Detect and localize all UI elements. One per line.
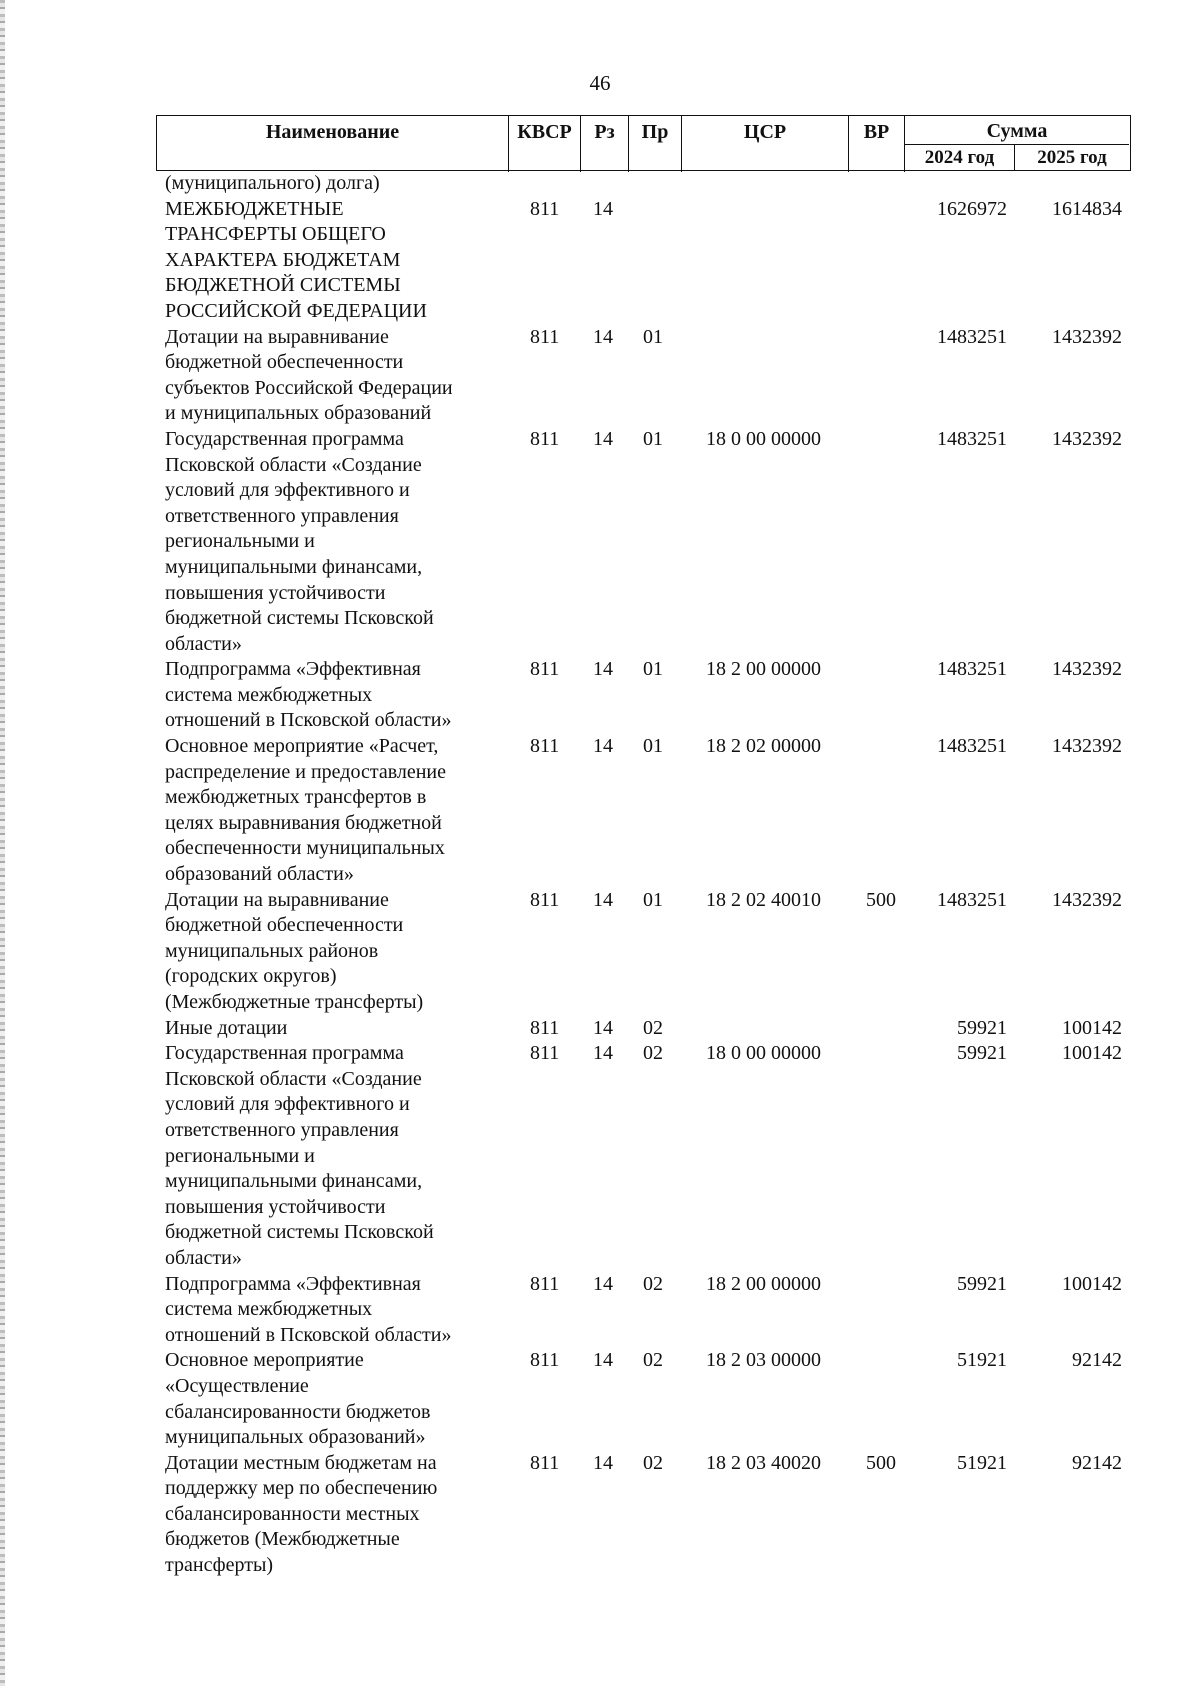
row-sum-2024: 51921 [957, 1451, 1007, 1474]
row-name-line: Дотации на выравнивание [165, 325, 389, 348]
row-name-line: субъектов Российской Федерации [165, 376, 453, 399]
row-sum-2024: 1626972 [937, 197, 1007, 220]
row-name-line: Основное мероприятие «Расчет, [165, 735, 439, 758]
row-rz: 14 [593, 1349, 613, 1372]
table-row [0, 325, 1200, 427]
row-sum-2024: 59921 [957, 1272, 1007, 1295]
row-rz: 14 [593, 197, 613, 220]
header-sum: Сумма [905, 116, 1129, 145]
row-csr: 18 0 00 00000 [706, 1042, 821, 1065]
row-pr: 01 [643, 658, 663, 681]
row-sum-2024: 1483251 [937, 658, 1007, 681]
row-name-line: условий для эффективного и [165, 479, 410, 502]
table-header [156, 115, 1131, 171]
row-name-line: МЕЖБЮДЖЕТНЫЕ [165, 197, 344, 220]
row-sum-2024: 1483251 [937, 325, 1007, 348]
table-row [0, 427, 1200, 657]
header-kvsr: КВСР [509, 116, 581, 172]
row-kvsr: 811 [530, 427, 560, 450]
row-sum-2024: 1483251 [937, 888, 1007, 911]
header-year-2025: 2025 год [1037, 147, 1107, 168]
row-sum-2024: 59921 [957, 1016, 1007, 1039]
row-name-line: бюджетной системы Псковской [165, 1221, 434, 1244]
row-name [165, 197, 505, 325]
row-name-line: Государственная программа [165, 427, 404, 450]
row-kvsr: 811 [530, 1272, 560, 1295]
row-name [165, 1451, 505, 1579]
row-name [165, 1041, 505, 1271]
row-name [165, 1272, 505, 1349]
row-name-line: целях выравнивания бюджетной [165, 811, 442, 834]
row-csr: 18 2 00 00000 [706, 658, 821, 681]
header-year-2024: 2024 год [905, 145, 1015, 171]
row-sum-2025: 1432392 [1052, 888, 1122, 911]
row-name-line: условий для эффективного и [165, 1093, 410, 1116]
row-vr: 500 [866, 888, 896, 911]
row-name-line: ХАРАКТЕРА БЮДЖЕТАМ [165, 248, 401, 271]
row-name-line: и муниципальных образований [165, 402, 432, 425]
row-name-line: бюджетной обеспеченности [165, 351, 404, 374]
row-name-line: области» [165, 632, 242, 655]
row-csr: 18 2 03 40020 [706, 1451, 821, 1474]
row-sum-2025: 92142 [1072, 1451, 1122, 1474]
row-sum-2025: 100142 [1062, 1042, 1122, 1065]
row-name-line: отношений в Псковской области» [165, 709, 452, 732]
row-name-line: отношений в Псковской области» [165, 1323, 452, 1346]
row-name-line: система межбюджетных [165, 683, 373, 706]
row-rz: 14 [593, 888, 613, 911]
row-sum-2025: 1432392 [1052, 735, 1122, 758]
row-name-line: трансферты) [165, 1554, 274, 1577]
row-name-line: Дотации местным бюджетам на [165, 1451, 437, 1474]
row-name [165, 171, 505, 197]
row-name [165, 325, 505, 427]
row-name-line: региональными и [165, 530, 315, 553]
row-name-line: муниципальными финансами, [165, 555, 423, 578]
row-pr: 02 [643, 1451, 663, 1474]
header-csr: ЦСР [682, 116, 849, 172]
row-name-line: сбалансированности бюджетов [165, 1400, 431, 1423]
row-pr: 01 [643, 888, 663, 911]
row-name-line: Иные дотации [165, 1016, 288, 1039]
row-pr: 02 [643, 1016, 663, 1039]
row-csr: 18 2 02 40010 [706, 888, 821, 911]
row-vr: 500 [866, 1451, 896, 1474]
table-row [0, 1016, 1200, 1042]
row-name-line: ответственного управления [165, 504, 399, 527]
row-name-line: повышения устойчивости [165, 1195, 386, 1218]
table-row [0, 1451, 1200, 1579]
row-name-line: бюджетной системы Псковской [165, 607, 434, 630]
row-name-line: Подпрограмма «Эффективная [165, 658, 421, 681]
row-name [165, 657, 505, 734]
row-name-line: ответственного управления [165, 1118, 399, 1141]
row-name-line: (городских округов) [165, 965, 337, 988]
row-name [165, 734, 505, 888]
row-pr: 01 [643, 735, 663, 758]
row-name-line: Подпрограмма «Эффективная [165, 1272, 421, 1295]
row-rz: 14 [593, 427, 613, 450]
row-sum-2025: 1614834 [1052, 197, 1122, 220]
row-pr: 02 [643, 1272, 663, 1295]
row-name-line: бюджетов (Межбюджетные [165, 1528, 400, 1551]
row-name-line: муниципальных образований» [165, 1426, 426, 1449]
table-row [0, 734, 1200, 888]
row-name-line: «Осуществление [165, 1374, 309, 1397]
table-row [0, 657, 1200, 734]
row-csr: 18 0 00 00000 [706, 427, 821, 450]
row-name-line: ТРАНСФЕРТЫ ОБЩЕГО [165, 223, 386, 246]
table-row [0, 888, 1200, 1016]
row-rz: 14 [593, 658, 613, 681]
row-name-line: сбалансированности местных [165, 1502, 420, 1525]
table-row [0, 197, 1200, 325]
row-kvsr: 811 [530, 888, 560, 911]
row-sum-2025: 1432392 [1052, 325, 1122, 348]
row-name-line: (муниципального) долга) [165, 172, 380, 194]
row-name-line: Псковской области «Создание [165, 1067, 422, 1090]
row-name-line: повышения устойчивости [165, 581, 386, 604]
row-name-line: распределение и предоставление [165, 760, 447, 783]
row-name-line: области» [165, 1246, 242, 1269]
row-name [165, 427, 505, 657]
row-name [165, 1348, 505, 1450]
row-kvsr: 811 [530, 1451, 560, 1474]
row-name-line: Псковской области «Создание [165, 453, 422, 476]
row-name-line: Дотации на выравнивание [165, 888, 389, 911]
page-number: 46 [589, 71, 611, 95]
header-pr: Пр [629, 116, 682, 172]
row-name-line: межбюджетных трансфертов в [165, 786, 427, 809]
row-rz: 14 [593, 1016, 613, 1039]
row-pr: 01 [643, 325, 663, 348]
row-sum-2025: 92142 [1072, 1349, 1122, 1372]
table-row [0, 1041, 1200, 1271]
row-sum-2024: 1483251 [937, 735, 1007, 758]
header-name: Наименование [157, 116, 509, 172]
row-csr: 18 2 00 00000 [706, 1272, 821, 1295]
header-rz: Рз [581, 116, 629, 172]
row-rz: 14 [593, 325, 613, 348]
row-pr: 01 [643, 427, 663, 450]
row-name-line: образований области» [165, 863, 354, 886]
row-name [165, 1016, 505, 1042]
table-row [0, 171, 1200, 197]
row-name-line: Государственная программа [165, 1042, 404, 1065]
table-row [0, 1348, 1200, 1450]
row-sum-2025: 1432392 [1052, 658, 1122, 681]
row-name-line: бюджетной обеспеченности [165, 914, 404, 937]
row-csr: 18 2 02 00000 [706, 735, 821, 758]
row-name-line: система межбюджетных [165, 1298, 373, 1321]
table-row [0, 1272, 1200, 1349]
row-sum-2024: 51921 [957, 1349, 1007, 1372]
row-kvsr: 811 [530, 658, 560, 681]
row-rz: 14 [593, 1272, 613, 1295]
row-name-line: муниципальными финансами, [165, 1170, 423, 1193]
row-kvsr: 811 [530, 1042, 560, 1065]
row-name-line: муниципальных районов [165, 939, 379, 962]
row-rz: 14 [593, 1042, 613, 1065]
row-name-line: Основное мероприятие [165, 1349, 364, 1372]
row-kvsr: 811 [530, 197, 560, 220]
row-pr: 02 [643, 1349, 663, 1372]
row-name-line: обеспеченности муниципальных [165, 837, 445, 860]
row-name [165, 888, 505, 1016]
row-sum-2025: 100142 [1062, 1272, 1122, 1295]
row-sum-2024: 59921 [957, 1042, 1007, 1065]
row-name-line: БЮДЖЕТНОЙ СИСТЕМЫ [165, 274, 401, 297]
row-kvsr: 811 [530, 1016, 560, 1039]
row-sum-2025: 1432392 [1052, 427, 1122, 450]
row-kvsr: 811 [530, 325, 560, 348]
row-rz: 14 [593, 1451, 613, 1474]
header-vr: ВР [849, 116, 905, 172]
row-csr: 18 2 03 00000 [706, 1349, 821, 1372]
row-pr: 02 [643, 1042, 663, 1065]
row-name-line: РОССИЙСКОЙ ФЕДЕРАЦИИ [165, 299, 427, 322]
row-name-line: региональными и [165, 1144, 315, 1167]
row-sum-2025: 100142 [1062, 1016, 1122, 1039]
table-body [0, 171, 1200, 1579]
row-sum-2024: 1483251 [937, 427, 1007, 450]
row-name-line: (Межбюджетные трансферты) [165, 991, 424, 1013]
row-kvsr: 811 [530, 735, 560, 758]
row-kvsr: 811 [530, 1349, 560, 1372]
row-rz: 14 [593, 735, 613, 758]
row-name-line: поддержку мер по обеспечению [165, 1477, 438, 1500]
